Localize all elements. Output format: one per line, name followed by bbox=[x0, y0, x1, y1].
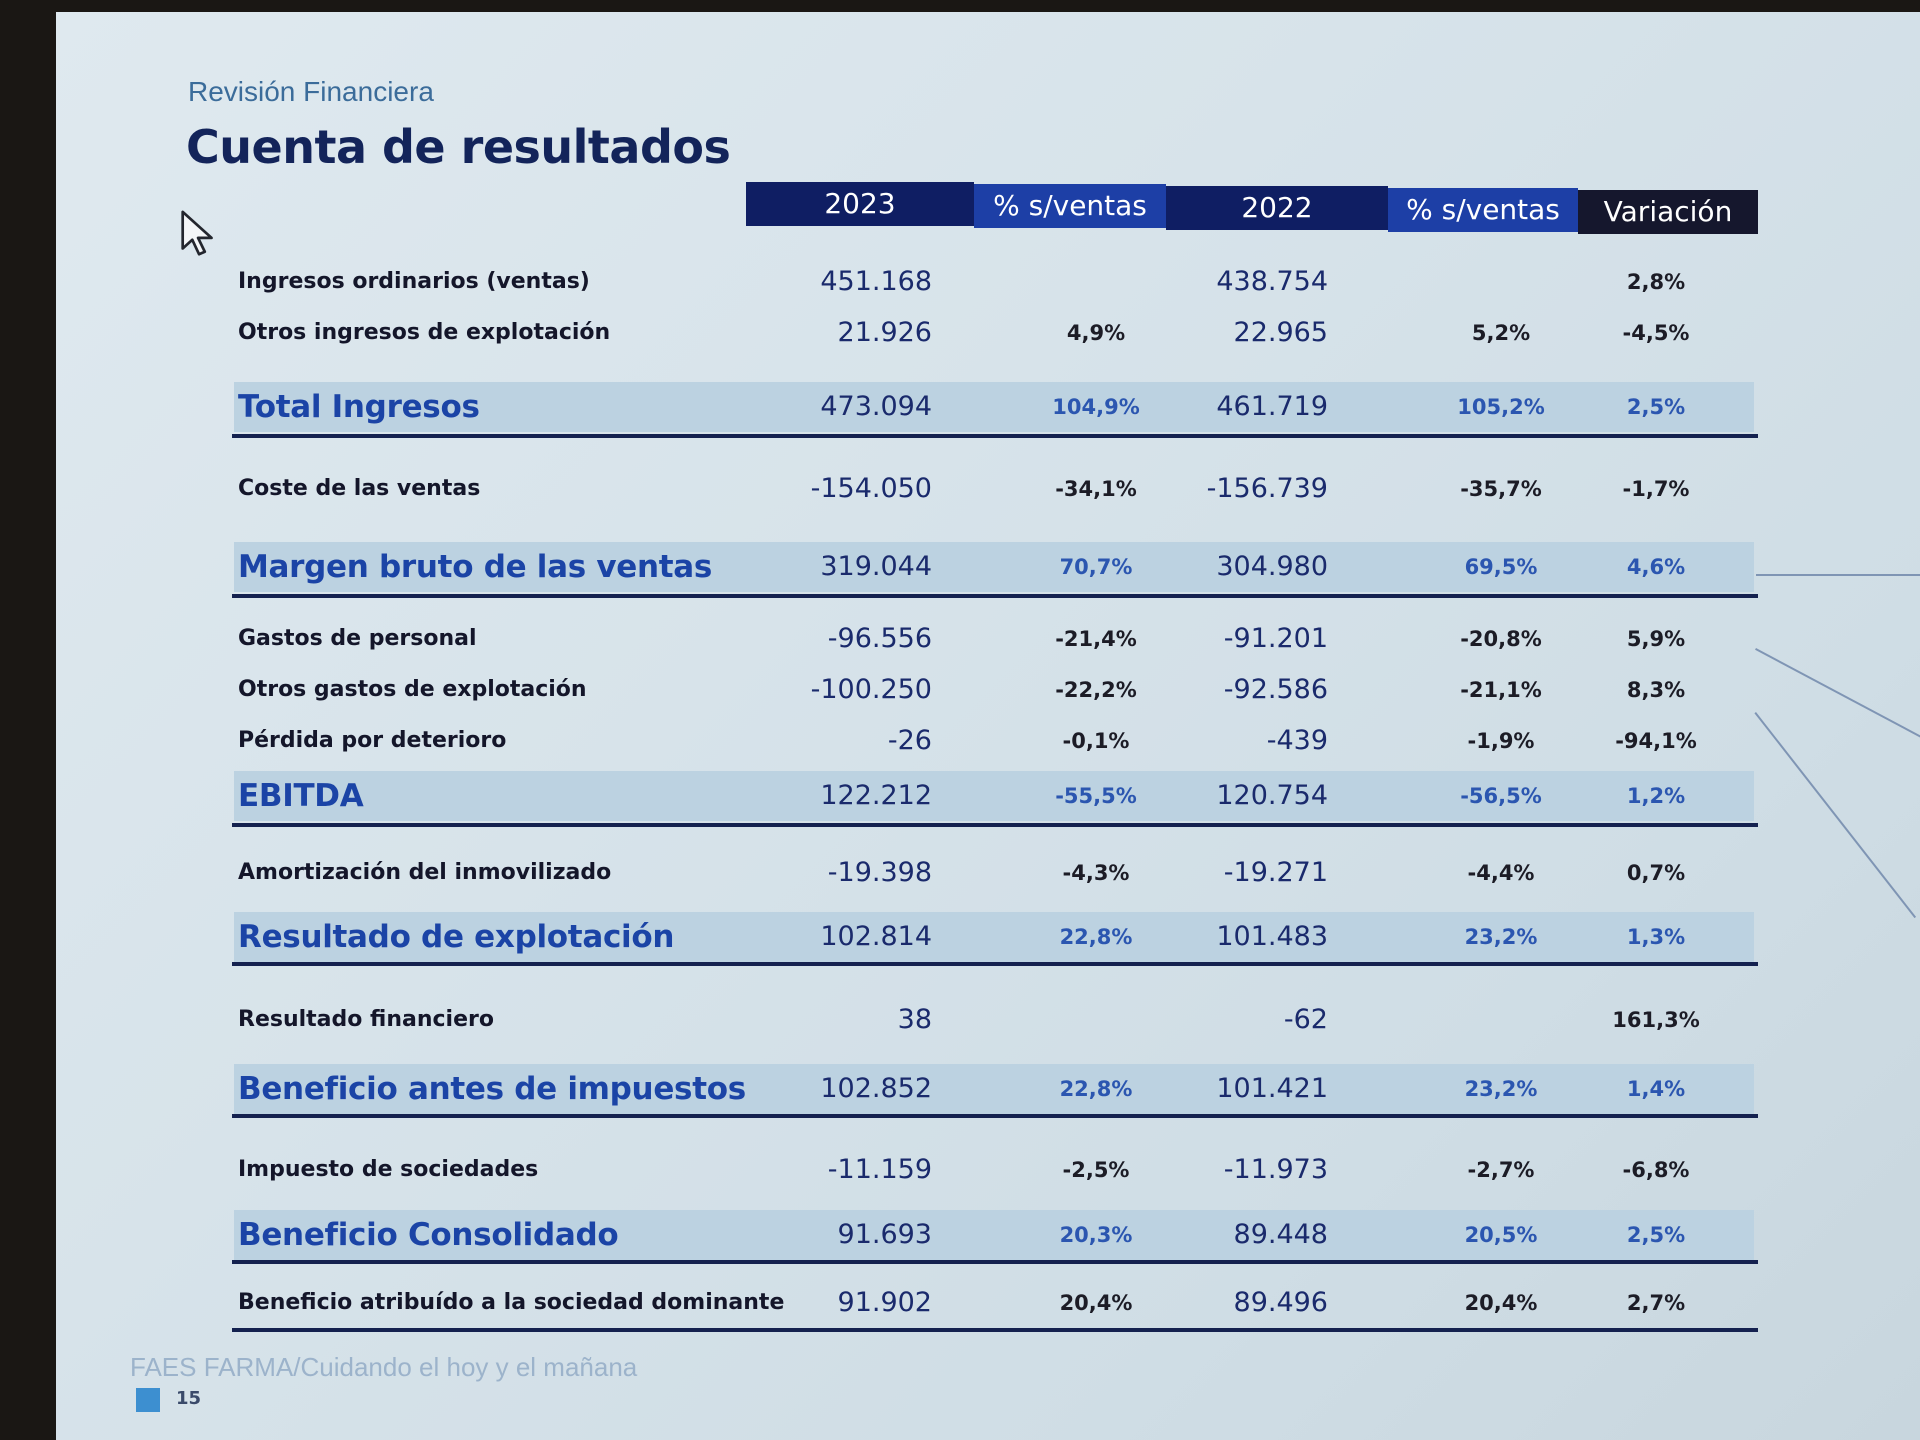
variation: 1,3% bbox=[1626, 925, 1686, 949]
table-row bbox=[56, 912, 1920, 962]
column-header-2022: 2022 bbox=[1166, 186, 1388, 230]
value-2022: 461.719 bbox=[1216, 391, 1328, 422]
section-rule bbox=[232, 823, 1758, 827]
table-row bbox=[56, 257, 1920, 307]
value-2022: -19.271 bbox=[1223, 857, 1328, 888]
value-2022: 438.754 bbox=[1216, 266, 1328, 297]
value-2022: -92.586 bbox=[1223, 674, 1328, 705]
value-2023: -19.398 bbox=[827, 857, 932, 888]
table-row bbox=[56, 1210, 1920, 1260]
variation: 2,5% bbox=[1626, 1223, 1686, 1247]
pct-2022: 69,5% bbox=[1464, 555, 1538, 579]
value-2022: 89.496 bbox=[1233, 1287, 1328, 1318]
section-rule bbox=[232, 1260, 1758, 1264]
row-label: Resultado financiero bbox=[238, 1007, 494, 1032]
pct-2022: -1,9% bbox=[1467, 729, 1535, 753]
mouse-pointer-icon bbox=[178, 210, 222, 260]
value-2023: 38 bbox=[897, 1004, 932, 1035]
page-marker-square bbox=[136, 1388, 160, 1412]
section-rule bbox=[232, 434, 1758, 438]
variation: 5,9% bbox=[1626, 627, 1686, 651]
pct-2022: -35,7% bbox=[1460, 477, 1542, 501]
pct-2023: -34,1% bbox=[1055, 477, 1137, 501]
row-label: Ingresos ordinarios (ventas) bbox=[238, 269, 590, 294]
row-label: Impuesto de sociedades bbox=[238, 1157, 539, 1182]
value-2023: 91.693 bbox=[837, 1219, 932, 1250]
section-rule bbox=[232, 1328, 1758, 1332]
row-label: Coste de las ventas bbox=[238, 476, 481, 501]
table-row bbox=[56, 716, 1920, 766]
variation: 2,5% bbox=[1626, 395, 1686, 419]
section-rule bbox=[232, 962, 1758, 966]
variation: 2,7% bbox=[1626, 1291, 1686, 1315]
pct-2023: 20,4% bbox=[1059, 1291, 1133, 1315]
pct-2023: -2,5% bbox=[1062, 1158, 1130, 1182]
row-label: Otros gastos de explotación bbox=[238, 677, 587, 702]
pct-2023: -55,5% bbox=[1055, 784, 1137, 808]
page-number: 15 bbox=[176, 1388, 202, 1409]
pct-2022: -21,1% bbox=[1460, 678, 1542, 702]
value-2023: 102.814 bbox=[820, 921, 932, 952]
table-row bbox=[56, 308, 1920, 358]
value-2023: -26 bbox=[887, 725, 932, 756]
value-2022: 304.980 bbox=[1216, 551, 1328, 582]
pct-2022: 20,4% bbox=[1464, 1291, 1538, 1315]
pct-2022: 105,2% bbox=[1457, 395, 1545, 419]
table-row bbox=[56, 542, 1920, 592]
pct-2023: -4,3% bbox=[1062, 861, 1130, 885]
value-2023: -154.050 bbox=[810, 473, 932, 504]
pct-2023: 4,9% bbox=[1066, 321, 1126, 345]
value-2022: 89.448 bbox=[1233, 1219, 1328, 1250]
value-2023: -96.556 bbox=[827, 623, 932, 654]
value-2023: 21.926 bbox=[837, 317, 932, 348]
pct-2023: 20,3% bbox=[1059, 1223, 1133, 1247]
variation: 8,3% bbox=[1626, 678, 1686, 702]
column-header-variation: Variación bbox=[1578, 190, 1758, 234]
variation: 4,6% bbox=[1626, 555, 1686, 579]
variation: 2,8% bbox=[1626, 270, 1686, 294]
value-2022: 101.483 bbox=[1216, 921, 1328, 952]
table-row bbox=[56, 614, 1920, 664]
variation: -4,5% bbox=[1622, 321, 1690, 345]
value-2023: -11.159 bbox=[827, 1154, 932, 1185]
row-label: Beneficio atribuído a la sociedad dominante bbox=[238, 1290, 785, 1315]
column-header-pct-2022: % s/ventas bbox=[1388, 188, 1578, 232]
variation: 1,4% bbox=[1626, 1077, 1686, 1101]
table-row bbox=[56, 771, 1920, 821]
pct-2023: 104,9% bbox=[1052, 395, 1140, 419]
value-2022: -62 bbox=[1283, 1004, 1328, 1035]
value-2023: -100.250 bbox=[810, 674, 932, 705]
pct-2023: 22,8% bbox=[1059, 925, 1133, 949]
table-row bbox=[56, 1278, 1920, 1328]
value-2023: 91.902 bbox=[837, 1287, 932, 1318]
pct-2022: -20,8% bbox=[1460, 627, 1542, 651]
table-row bbox=[56, 665, 1920, 715]
value-2022: 120.754 bbox=[1216, 780, 1328, 811]
pct-2022: -2,7% bbox=[1467, 1158, 1535, 1182]
row-label: Margen bruto de las ventas bbox=[238, 549, 713, 585]
pct-2023: -22,2% bbox=[1055, 678, 1137, 702]
variation: 161,3% bbox=[1612, 1008, 1700, 1032]
pct-2023: 70,7% bbox=[1059, 555, 1133, 579]
pct-2022: 5,2% bbox=[1471, 321, 1531, 345]
pct-2022: 23,2% bbox=[1464, 925, 1538, 949]
slide bbox=[56, 12, 1920, 1440]
variation: 1,2% bbox=[1626, 784, 1686, 808]
section-rule bbox=[232, 1114, 1758, 1118]
column-header-pct-2023: % s/ventas bbox=[974, 184, 1166, 228]
row-label: Gastos de personal bbox=[238, 626, 477, 651]
row-label: Total Ingresos bbox=[238, 389, 480, 425]
row-label: Amortización del inmovilizado bbox=[238, 860, 612, 885]
pct-2023: 22,8% bbox=[1059, 1077, 1133, 1101]
pct-2023: -21,4% bbox=[1055, 627, 1137, 651]
value-2022: -11.973 bbox=[1223, 1154, 1328, 1185]
value-2023: 102.852 bbox=[820, 1073, 932, 1104]
value-2022: -91.201 bbox=[1223, 623, 1328, 654]
value-2022: -156.739 bbox=[1206, 473, 1328, 504]
variation: -1,7% bbox=[1622, 477, 1690, 501]
variation: 0,7% bbox=[1626, 861, 1686, 885]
pct-2022: -56,5% bbox=[1460, 784, 1542, 808]
table-row bbox=[56, 995, 1920, 1045]
page-title: Cuenta de resultados bbox=[186, 120, 731, 174]
variation: -94,1% bbox=[1615, 729, 1697, 753]
pct-2022: 20,5% bbox=[1464, 1223, 1538, 1247]
section-rule bbox=[232, 594, 1758, 598]
section-subtitle: Revisión Financiera bbox=[188, 76, 434, 107]
row-label: Resultado de explotación bbox=[238, 919, 675, 955]
value-2022: -439 bbox=[1266, 725, 1328, 756]
row-label: Pérdida por deterioro bbox=[238, 728, 507, 753]
row-label: Beneficio Consolidado bbox=[238, 1217, 619, 1253]
table-row bbox=[56, 382, 1920, 432]
table-row bbox=[56, 1145, 1920, 1195]
table-row bbox=[56, 848, 1920, 898]
value-2023: 319.044 bbox=[820, 551, 932, 582]
row-label: EBITDA bbox=[238, 778, 364, 814]
row-label: Beneficio antes de impuestos bbox=[238, 1071, 746, 1107]
pct-2022: -4,4% bbox=[1467, 861, 1535, 885]
value-2023: 473.094 bbox=[820, 391, 932, 422]
value-2023: 451.168 bbox=[820, 266, 932, 297]
table-row bbox=[56, 464, 1920, 514]
row-label: Otros ingresos de explotación bbox=[238, 320, 611, 345]
column-header-2023: 2023 bbox=[746, 182, 974, 226]
table-row bbox=[56, 1064, 1920, 1114]
footer-tagline: FAES FARMA/Cuidando el hoy y el mañana bbox=[130, 1352, 638, 1382]
variation: -6,8% bbox=[1622, 1158, 1690, 1182]
value-2022: 22.965 bbox=[1233, 317, 1328, 348]
pct-2023: -0,1% bbox=[1062, 729, 1130, 753]
value-2022: 101.421 bbox=[1216, 1073, 1328, 1104]
pct-2022: 23,2% bbox=[1464, 1077, 1538, 1101]
value-2023: 122.212 bbox=[820, 780, 932, 811]
